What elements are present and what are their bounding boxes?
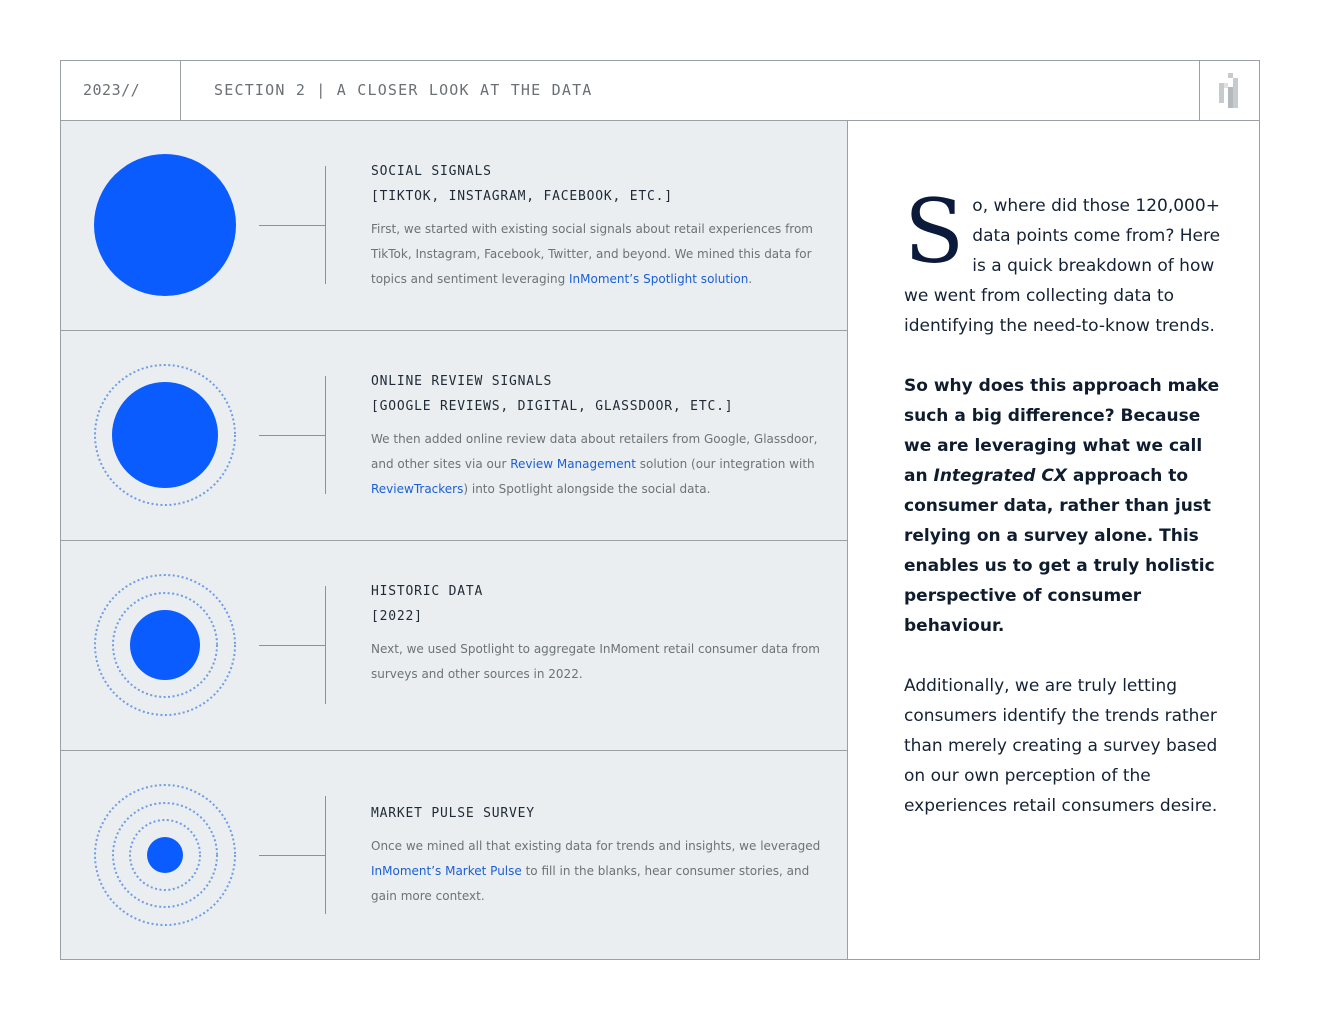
source-title: MARKET PULSE SURVEY <box>371 806 535 821</box>
closing-paragraph: Additionally, we are truly letting consumers identify the trends rather than merely creating a survey based on our own perception of the experiences retail consumers desire. <box>904 676 1218 816</box>
solid-circle-icon <box>93 153 237 297</box>
spotlight-solution-link[interactable]: InMoment’s Spotlight solution <box>569 272 749 286</box>
source-description: We then added online review data about retailers from Google, Glassdoor, and other sites via our Review Management solution (our integration with ReviewTrackers) into Spotlight alongside the social data. <box>371 432 818 496</box>
source-tag: [2022] <box>371 609 423 624</box>
divider-line <box>325 376 326 494</box>
source-title: SOCIAL SIGNALS <box>371 164 492 179</box>
reviewtrackers-link[interactable]: ReviewTrackers <box>371 482 464 496</box>
header-bar <box>61 61 1259 121</box>
approach-paragraph: So why does this approach make such a big difference? Because we are leveraging what we call an Integrated CX approach to consumer data, rather than just relying on a survey alone. This enables us to get a truly holistic perspective of consumer behaviour. <box>904 376 1220 636</box>
source-row-historic <box>61 541 847 751</box>
divider-line <box>325 166 326 284</box>
connector-line <box>259 435 326 436</box>
page-frame <box>60 60 1260 960</box>
source-row-social <box>61 121 847 331</box>
divider-line <box>325 796 326 914</box>
intro-paragraph: So, where did those 120,000+ data points come from? Here is a quick breakdown of how we went from collecting data to identifying the need-to-know trends. <box>904 180 1221 336</box>
source-description: Once we mined all that existing data for trends and insights, we leveraged InMoment’s Market Pulse to fill in the blanks, hear consumer stories, and gain more context. <box>371 839 821 903</box>
divider-line <box>325 586 326 704</box>
inmoment-logo-icon <box>1219 73 1239 109</box>
source-title: HISTORIC DATA <box>371 584 484 599</box>
source-row-market-pulse <box>61 751 847 959</box>
source-tag: [GOOGLE REVIEWS, DIGITAL, GLASSDOOR, ETC.] <box>371 399 734 414</box>
drop-cap: S <box>904 180 965 283</box>
explanation-column <box>904 180 1224 821</box>
circle-one-ring-icon <box>93 363 237 507</box>
connector-line <box>259 225 326 226</box>
circle-three-rings-icon <box>93 783 237 927</box>
section-title: SECTION 2 | A CLOSER LOOK AT THE DATA <box>214 81 593 99</box>
source-row-reviews <box>61 331 847 541</box>
connector-line <box>259 855 326 856</box>
source-description: Next, we used Spotlight to aggregate InMoment retail consumer data from surveys and other sources in 2022. <box>371 642 820 681</box>
circle-two-rings-icon <box>93 573 237 717</box>
source-tag: [TIKTOK, INSTAGRAM, FACEBOOK, ETC.] <box>371 189 673 204</box>
market-pulse-link[interactable]: InMoment’s Market Pulse <box>371 864 522 878</box>
review-management-link[interactable]: Review Management <box>510 457 636 471</box>
data-sources-panel <box>61 121 848 959</box>
source-title: ONLINE REVIEW SIGNALS <box>371 374 553 389</box>
report-year: 2023// <box>61 61 181 120</box>
connector-line <box>259 645 326 646</box>
source-description: First, we started with existing social signals about retail experiences from TikTok, Instagram, Facebook, Twitter, and beyond. We mined this data for topics and sentiment leveraging InMoment’s Spotlight solution. <box>371 222 813 286</box>
brand-logo <box>1199 61 1259 120</box>
